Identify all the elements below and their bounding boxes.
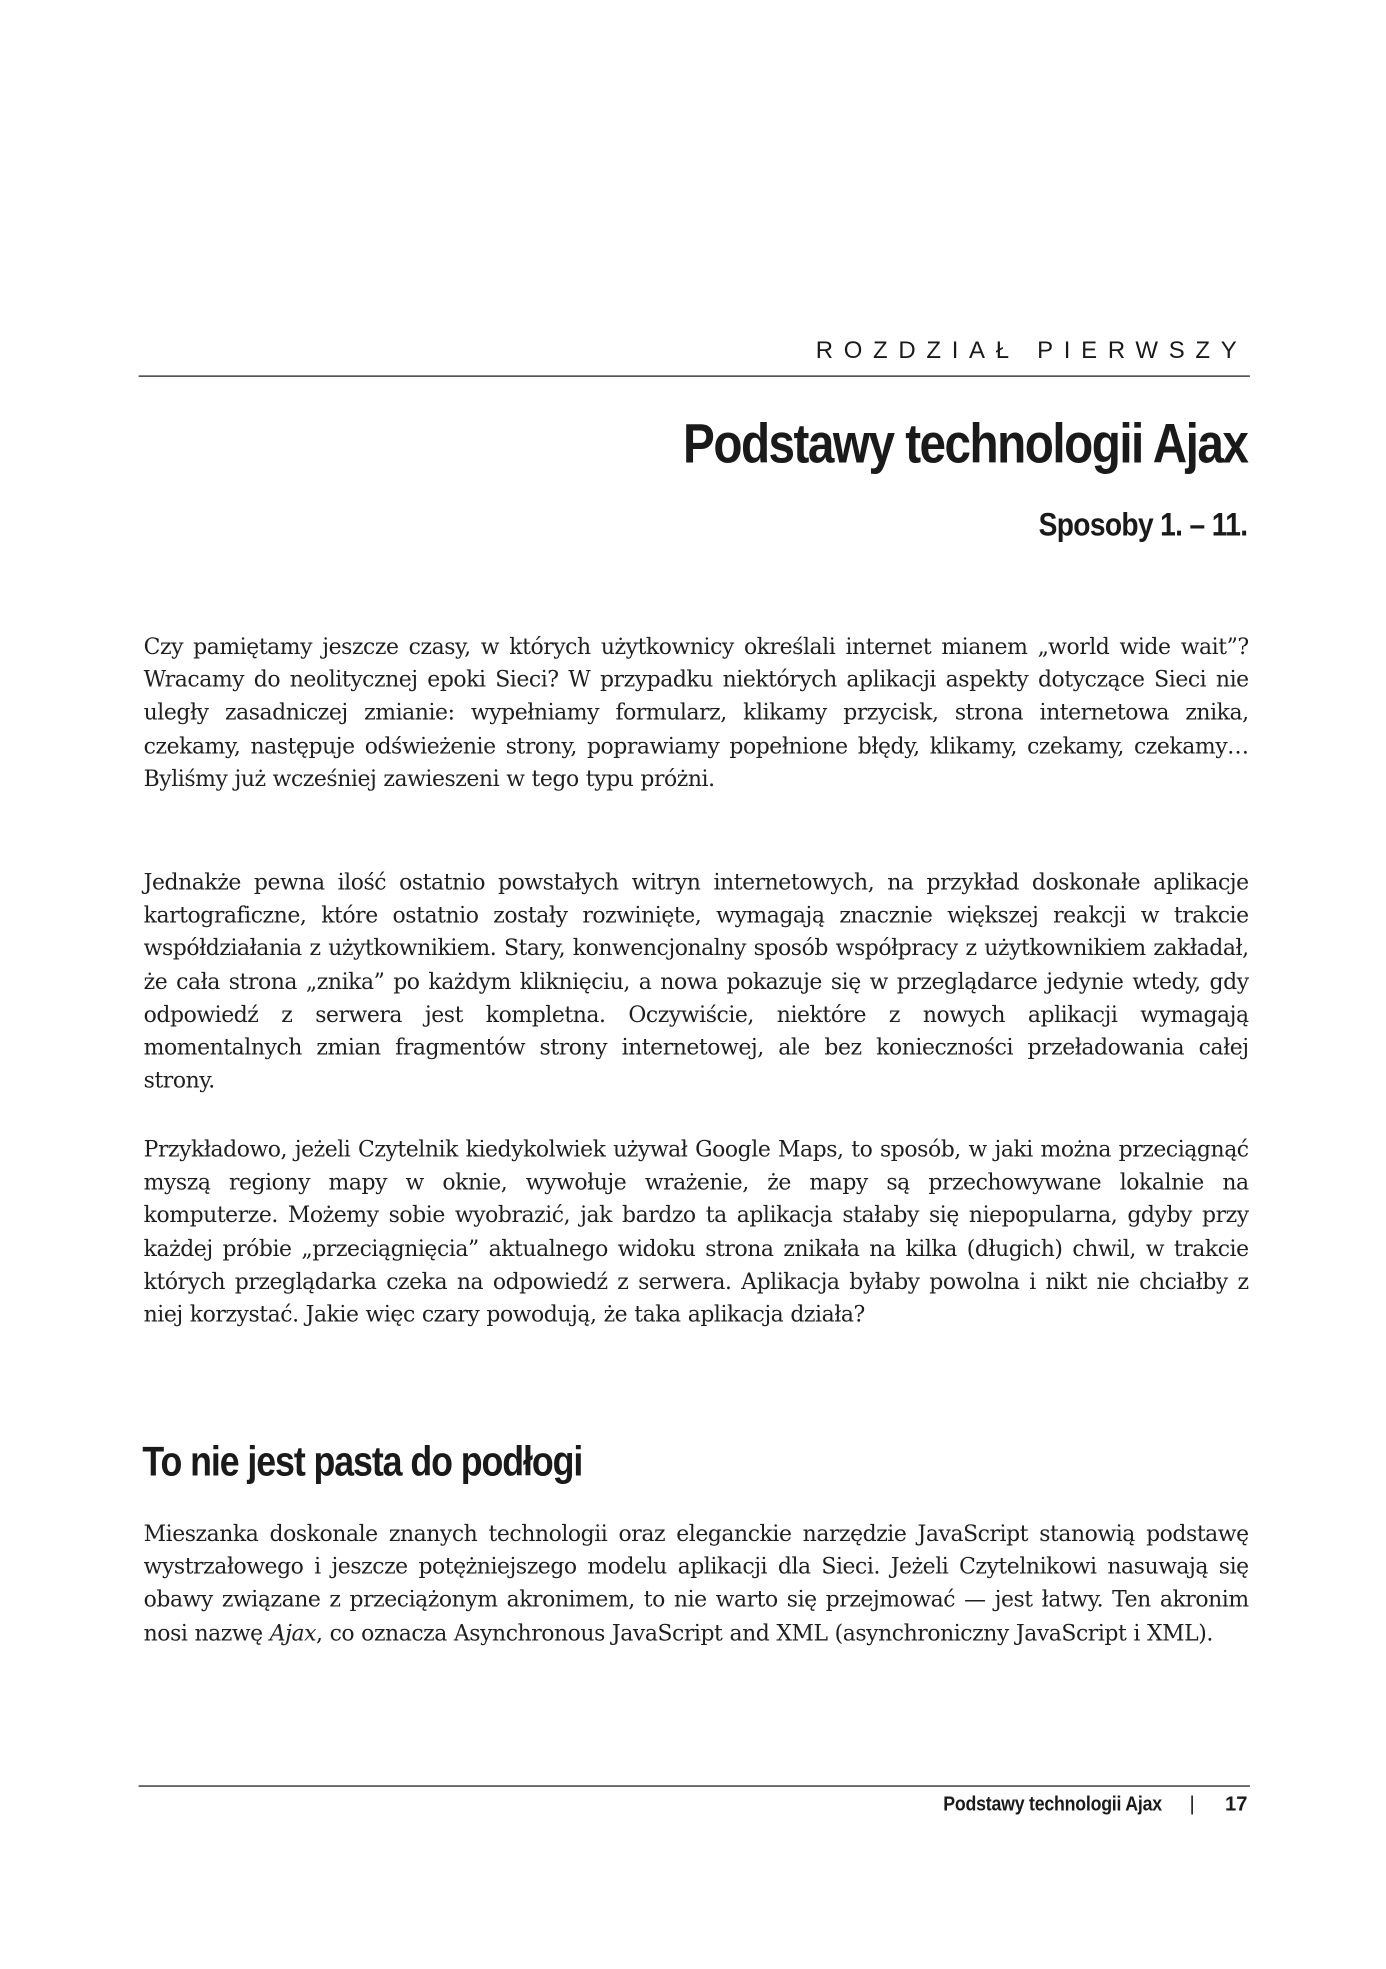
page-footer [139, 1794, 1248, 1817]
chapter-label: ROZDZIAŁ PIERWSZY [815, 337, 1248, 365]
paragraph-section-text-before: Mieszanka doskonale znanych technologii oraz eleganckie narzędzie JavaScript stanowią podstawę wystrzałowego i jeszcze potężniejszego modelu aplikacji dla Sieci. Jeżeli Czytelnikowi nasuwają się obawy związane z przeciążonym akronimem, to nie warto się przejmować — jest łatwy. Ten akronim nosi nazwę [143, 1522, 1249, 1647]
section-heading: To nie jest pasta do podłogi [142, 1437, 583, 1485]
paragraph-third: Przykładowo, jeżeli Czytelnik kiedykolwiek używał Google Maps, to sposób, w jaki można przeciągnąć myszą regiony mapy w oknie, wywołuje wrażenie, że mapy są przechowywane lokalnie na komputerze. Możemy sobie wyobrazić, jak bardzo ta aplikacja stałaby się niepopularna, gdyby przy każdej próbie „przeciągnięcia” aktualnego widoku strona znikała na kilka (długich) chwil, w trakcie których przeglądarka czeka na odpowiedź z serwera. Aplikacja byłaby powolna i nikt nie chciałby z niej korzystać. Jakie więc czary powodują, że taka aplikacja działa? [143, 1137, 1249, 1329]
page-number: 17 [1224, 1794, 1248, 1816]
header-rule [139, 375, 1250, 376]
footer-rule [139, 1785, 1250, 1786]
paragraph-section-text-after: , co oznacza Asynchronous JavaScript and XML (asynchroniczny JavaScript i XML). [316, 1621, 1213, 1647]
chapter-title: Podstawy technologii Ajax [683, 413, 1248, 476]
chapter-subtitle: Sposoby 1. – 11. [1038, 505, 1248, 544]
footer-title: Podstawy technologii Ajax [943, 1794, 1162, 1816]
paragraph-second: Jednakże pewna ilość ostatnio powstałych witryn internetowych, na przykład doskonałe aplikacje kartograficzne, które ostatnio zostały rozwinięte, wymagają znacznie większej reakcji w trakcie współdziałania z użytkownikiem. Stary, konwencjonalny sposób współpracy z użytkownikiem zakładał, że cała strona „znika” po każdym kliknięciu, a nowa pokazuje się w przeglądarce jedynie wtedy, gdy odpowiedź z serwera jest kompletna. Oczywiście, niektóre z nowych aplikacji wymagają momentalnych zmian fragmentów strony internetowej, ale bez konieczności przeładowania całej strony. [143, 870, 1249, 1094]
paragraph-section [144, 1518, 1249, 1650]
footer-separator: | [1189, 1794, 1195, 1816]
ajax-term: Ajax [269, 1621, 317, 1647]
paragraph-intro: Czy pamiętamy jeszcze czasy, w których użytkownicy określali internet mianem „world wide wait”? Wracamy do neolitycznej epoki Sieci? W przypadku niektórych aplikacji aspekty dotyczące Sieci nie uległy zasadniczej zmianie: wypełniamy formularz, klikamy przycisk, strona internetowa znika, czekamy, następuje odświeżenie strony, poprawiamy popełnione błędy, klikamy, czekamy, czekamy… Byliśmy już wcześniej zawieszeni w tego typu próżni. [143, 635, 1249, 793]
